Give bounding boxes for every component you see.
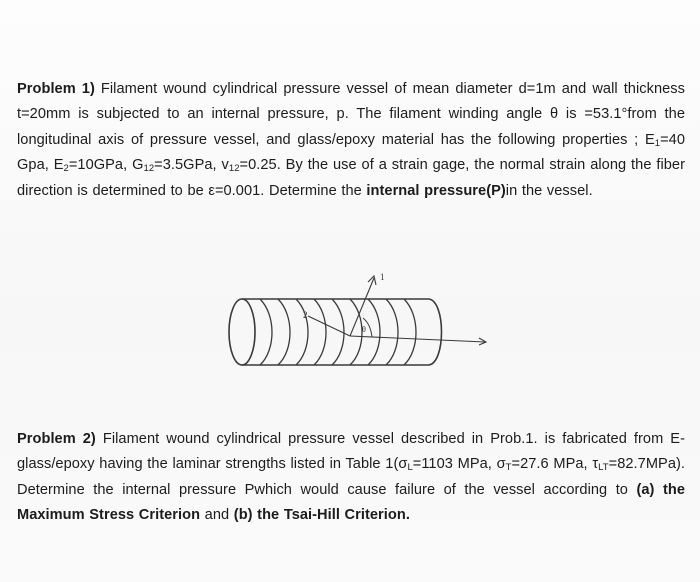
text-run: =10GPa, G: [68, 157, 144, 174]
text-run: Filament wound cylindrical pressure vessel described in Prob.1. is fabricated from E-glass/epoxy having the laminar strengths listed in Table 1(σ: [17, 431, 686, 473]
problem-2-label: Problem 2): [17, 431, 96, 447]
subscript: L: [407, 462, 413, 474]
text-run: =0.25. By the use of a strain gage, the normal strain along the fiber direction is determined to be ε=0.001. Determine the: [17, 157, 685, 199]
text-run: in the vessel.: [505, 182, 593, 199]
subscript: 2: [63, 163, 69, 175]
problem-1-label: Problem 1): [17, 81, 95, 97]
theta-label: θ: [362, 325, 366, 334]
cylinder-right-end: [428, 299, 442, 365]
problem-1-text: [17, 77, 685, 204]
text-run: =1103 MPa, σ: [412, 456, 506, 473]
filament-windings: [260, 299, 416, 365]
subscript: 12: [143, 163, 155, 175]
subscript: LT: [598, 462, 609, 474]
text-run: and: [200, 507, 234, 524]
bold-internal-pressure: internal pressure(P): [366, 182, 506, 199]
pressure-vessel-figure: [200, 260, 510, 400]
problem-2-text: [17, 427, 685, 529]
text-run: =27.6 MPa, τ: [511, 456, 599, 473]
text-run: =82.7MPa). Determine the internal pressure Pwhich would cause failure of the vessel according to: [17, 456, 686, 498]
text-run: =40 Gpa, E: [17, 131, 685, 174]
subscript: 1: [654, 137, 661, 149]
cylinder-end-ellipse: [229, 299, 255, 365]
filament-wound-cylinder-drawing: [200, 260, 510, 400]
longitudinal-axis: [350, 336, 485, 342]
subscript: T: [505, 462, 512, 474]
subscript: 12: [228, 163, 240, 175]
text-run: =3.5GPa, v: [154, 157, 229, 174]
bold-tsai-hill: (b) the Tsai-Hill Criterion.: [233, 507, 410, 524]
text-run: Filament wound cylindrical pressure vessel of mean diameter d=1m and wall thickness t=20mm is subjected to an internal pressure, p. The filament winding angle θ is =53.1°from the longitudinal axis of pressure vessel, and glass/epoxy material has the following properties ; E: [17, 81, 685, 148]
axis-1-label: 1: [380, 272, 385, 282]
axis-2-label: 2: [303, 310, 308, 320]
bold-max-stress: (a) the Maximum Stress Criterion: [17, 481, 685, 524]
